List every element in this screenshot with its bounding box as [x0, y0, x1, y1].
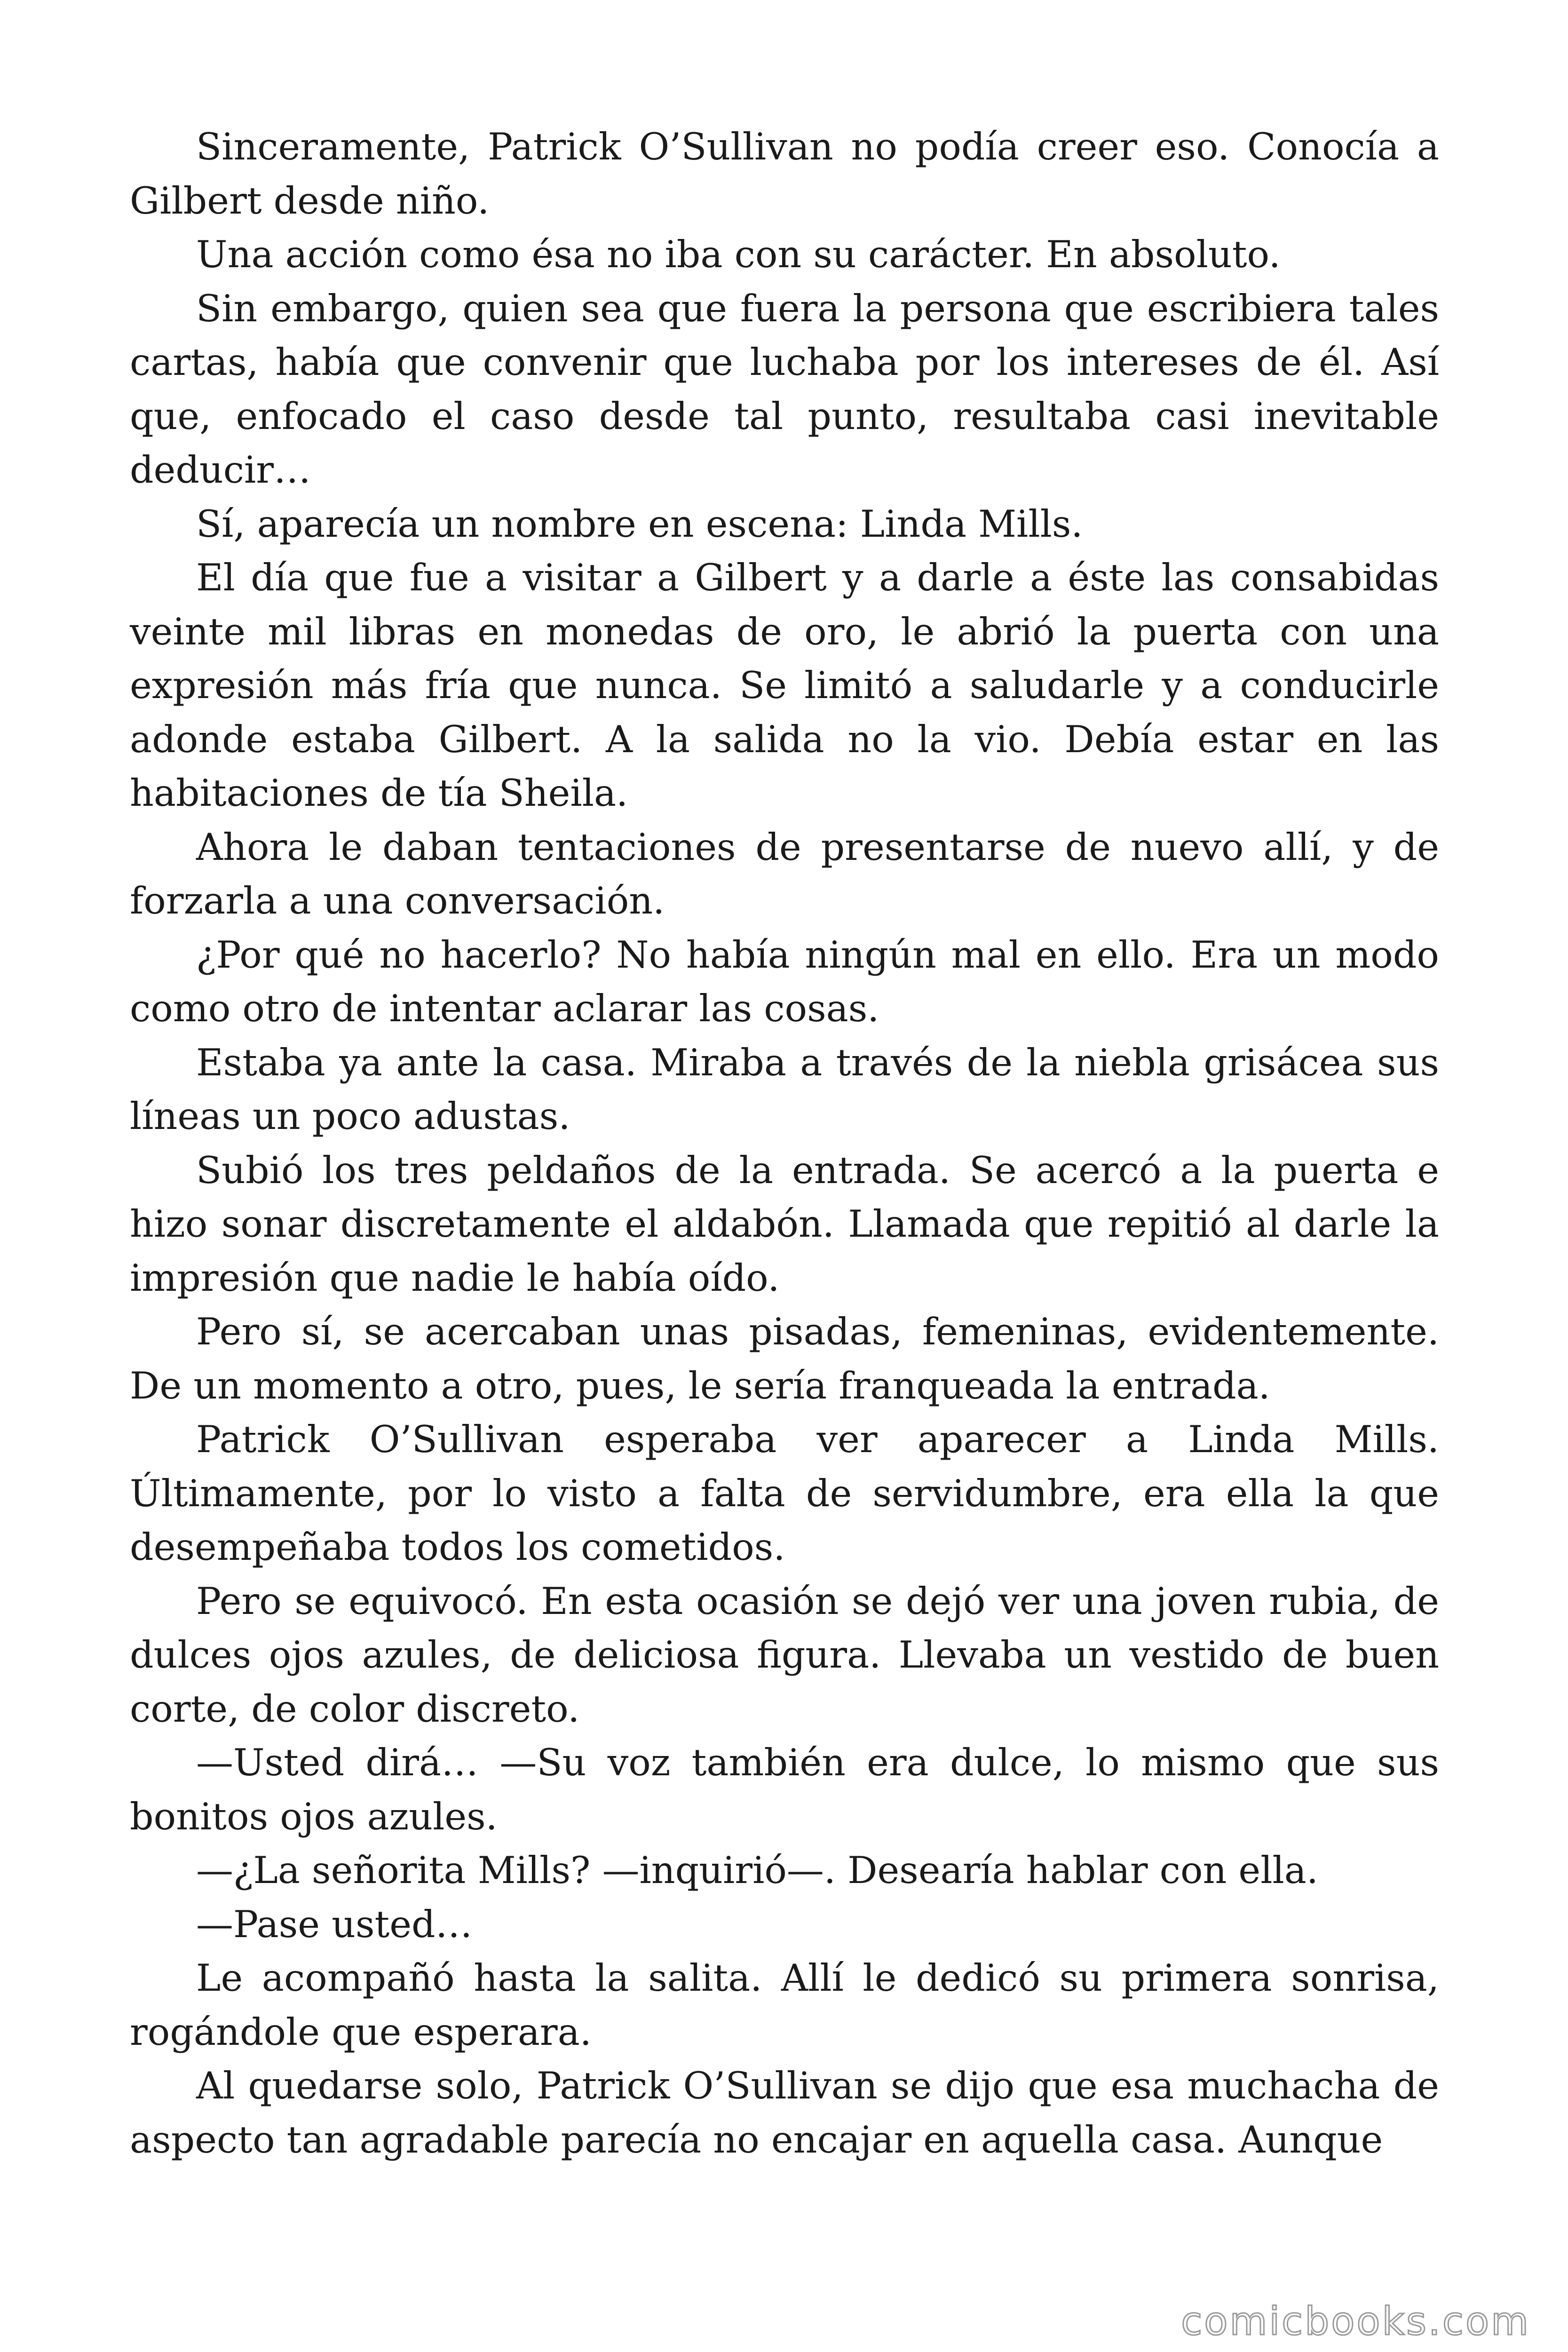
watermark: comicbooks.com	[1181, 2299, 1530, 2344]
paragraph: ¿Por qué no hacerlo? No había ningún mal en ello. Era un modo como otro de intentar aclarar las cosas.	[130, 933, 1439, 1030]
paragraph: Ahora le daban tentaciones de presentarse de nuevo allí, y de forzarla a una conversación.	[130, 825, 1439, 922]
paragraph: Patrick O’Sullivan esperaba ver aparecer a Linda Mills. Últimamente, por lo visto a falta de servidumbre, era ella la que desempeñaba todos los cometidos.	[130, 1418, 1439, 1569]
body-text	[130, 120, 1439, 2167]
paragraph: —Usted dirá… —Su voz también era dulce, lo mismo que sus bonitos ojos azules.	[130, 1741, 1439, 1838]
paragraph: Pero sí, se acercaban unas pisadas, femeninas, evidentemente. De un momento a otro, pues, le sería franqueada la entrada.	[130, 1310, 1439, 1407]
paragraph: Subió los tres peldaños de la entrada. Se acercó a la puerta e hizo sonar discretamente el aldabón. Llamada que repitió al darle la impresión que nadie le había oído.	[130, 1148, 1439, 1300]
paragraph: —Pase usted…	[196, 1902, 473, 1946]
paragraph: Le acompañó hasta la salita. Allí le dedicó su primera sonrisa, rogándole que esperara.	[130, 1956, 1439, 2054]
paragraph: Al quedarse solo, Patrick O’Sullivan se dijo que esa muchacha de aspecto tan agradable parecía no encajar en aquella casa. Aunque	[130, 2064, 1439, 2161]
paragraph: Una acción como ésa no iba con su carácter. En absoluto.	[196, 233, 1281, 276]
paragraph: Pero se equivocó. En esta ocasión se dejó ver una joven rubia, de dulces ojos azules, de deliciosa figura. Llevaba un vestido de buen corte, de color discreto.	[130, 1579, 1439, 1731]
paragraph: Estaba ya ante la casa. Miraba a través de la niebla grisácea sus líneas un poco adustas.	[130, 1041, 1439, 1138]
paragraph: Sí, aparecía un nombre en escena: Linda Mills.	[196, 502, 1083, 546]
paragraph: —¿La señorita Mills? —inquirió—. Desearía hablar con ella.	[196, 1849, 1318, 1892]
paragraph: El día que fue a visitar a Gilbert y a darle a éste las consabidas veinte mil libras en monedas de oro, le abrió la puerta con una expresión más fría que nunca. Se limitó a saludarle y a conducirle adonde estaba Gilbert. A la salida no la vio. Debía estar en las habitaciones de tía Sheila.	[130, 556, 1439, 815]
paragraph: Sin embargo, quien sea que fuera la persona que escribiera tales cartas, había que convenir que luchaba por los intereses de él. Así que, enfocado el caso desde tal punto, resultaba casi inevitable deducir…	[130, 286, 1439, 492]
paragraph: Sinceramente, Patrick O’Sullivan no podía creer eso. Conocía a Gilbert desde niño.	[130, 125, 1439, 222]
